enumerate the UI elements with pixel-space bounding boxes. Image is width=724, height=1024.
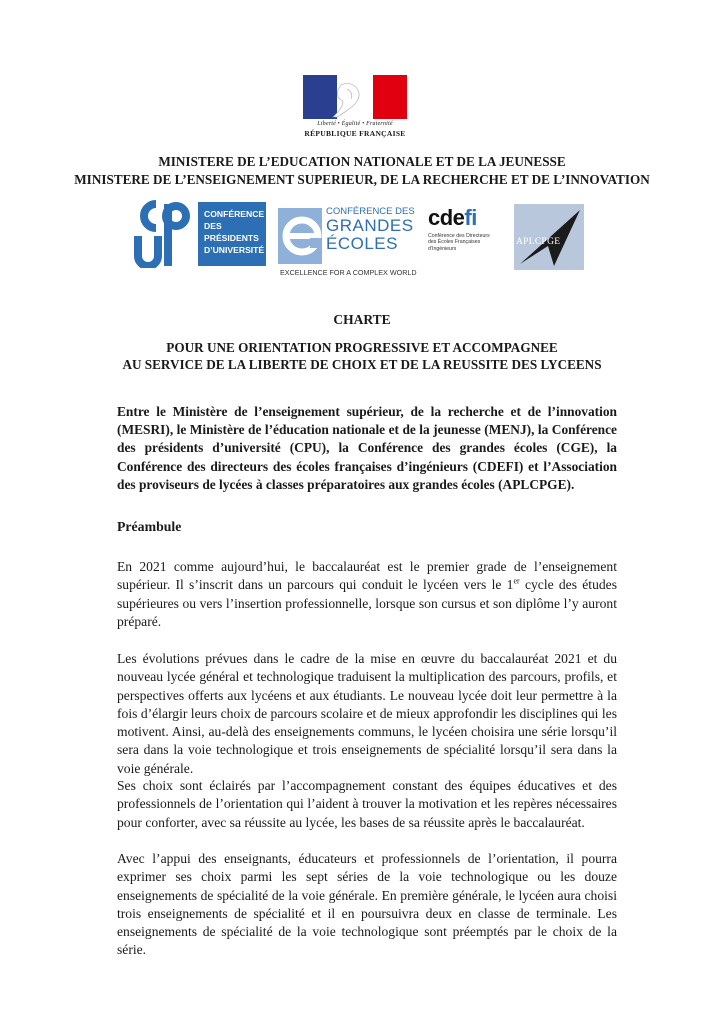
ministries-header — [0, 153, 724, 189]
republic-name: RÉPUBLIQUE FRANÇAISE — [304, 129, 406, 138]
cpu-label-box: CONFÉRENCE DES PRÉSIDENTS D’UNIVERSITÉ — [198, 202, 266, 266]
cge-logo: CONFÉRENCE DES GRANDES ÉCOLES EXCELLENCE FOR A COMPLEX WORLD — [280, 206, 417, 277]
cge-e-icon — [278, 204, 322, 266]
cge-tagline: EXCELLENCE FOR A COMPLEX WORLD — [280, 268, 417, 277]
cpu-logo — [130, 200, 268, 268]
document-subtitle: POUR UNE ORIENTATION PROGRESSIVE ET ACCOMPAGNEE AU SERVICE DE LA LIBERTE DE CHOIX ET DE LA REUSSITE DES LYCEENS — [122, 340, 602, 372]
aplcpge-logo: APLCPGE — [514, 204, 584, 270]
document-title: CHARTE — [333, 312, 391, 327]
republic-motto: Liberté • Égalité • Fraternité — [317, 121, 393, 127]
cdefi-logo: cdefi Conférence des Directeurs des Écoles Françaises d’Ingénieurs — [428, 205, 490, 252]
preamble-paragraph-4: Avec l’appui des enseignants, éducateurs et professionnels de l’orientation, il pourra exprimer ses choix parmi les sept séries de la voie technologique ou les douze enseignements de spécialité de la voie générale. En première générale, le lycéen aura choisi trois enseignements de spécialité et il en poursuivra deux en classe de terminale. Les enseignements de spécialité de la voie technologique sont préemptés par le choix de la série. — [117, 851, 617, 958]
marianne-logo — [300, 75, 410, 138]
ministry-education: MINISTERE DE L’EDUCATION NATIONALE ET DE LA JEUNESSE — [158, 154, 566, 169]
partner-logos — [130, 200, 600, 282]
preamble-heading: Préambule — [117, 519, 182, 534]
cpu-letters-icon — [130, 200, 192, 268]
preamble-paragraph-1: En 2021 comme aujourd’hui, le baccalauréat est le premier grade de l’enseignement supérieur. Il s’inscrit dans un parcours qui conduit le lycéen vers le 1er cycle des études supérieures ou vers l’insertion professionnelle, lorsque son cursus et son diplôme l’y auront préparé. — [117, 559, 617, 629]
parties-paragraph: Entre le Ministère de l’enseignement supérieur, de la recherche et de l’innovation (MESRI), le Ministère de l’éducation nationale et de la jeunesse (MENJ), la Conférence des présidents d’université (CPU), la Conférence des grandes écoles (CGE), la Conférence des directeurs des écoles françaises d’ingénieurs (CDEFI) et l’Association des proviseurs de lycées à classes préparatoires aux grandes écoles (APLCPGE). — [117, 404, 617, 492]
preamble-paragraph-2: Les évolutions prévues dans le cadre de la mise en œuvre du baccalauréat 2021 et du nouveau lycée général et technologique traduisent la multiplication des parcours, profils, et perspectives offerts aux lycéens et aux étudiants. Le nouveau lycée doit leur permettre à la fois d’élargir leurs choix de parcours scolaire et de mieux approfondir les disciplines qui les motivent. Ainsi, au-delà des enseignements communs, le lycéen choisira une série lorsqu’il sera dans la voie technologique et trois enseignements de spécialité lorsqu’il sera dans la voie générale. — [117, 651, 617, 776]
ministry-higher-education: MINISTERE DE L’ENSEIGNEMENT SUPERIEUR, DE LA RECHERCHE ET DE L’INNOVATION — [74, 172, 650, 187]
french-flag-icon — [303, 75, 407, 119]
preamble-paragraph-3: Ses choix sont éclairés par l’accompagnement constant des équipes éducatives et des professionnels de l’orientation qui l’aident à trouver la motivation et les repères nécessaires pour conforter, avec sa réussite au lycée, les bases de sa réussite après le baccalauréat. — [117, 778, 617, 830]
